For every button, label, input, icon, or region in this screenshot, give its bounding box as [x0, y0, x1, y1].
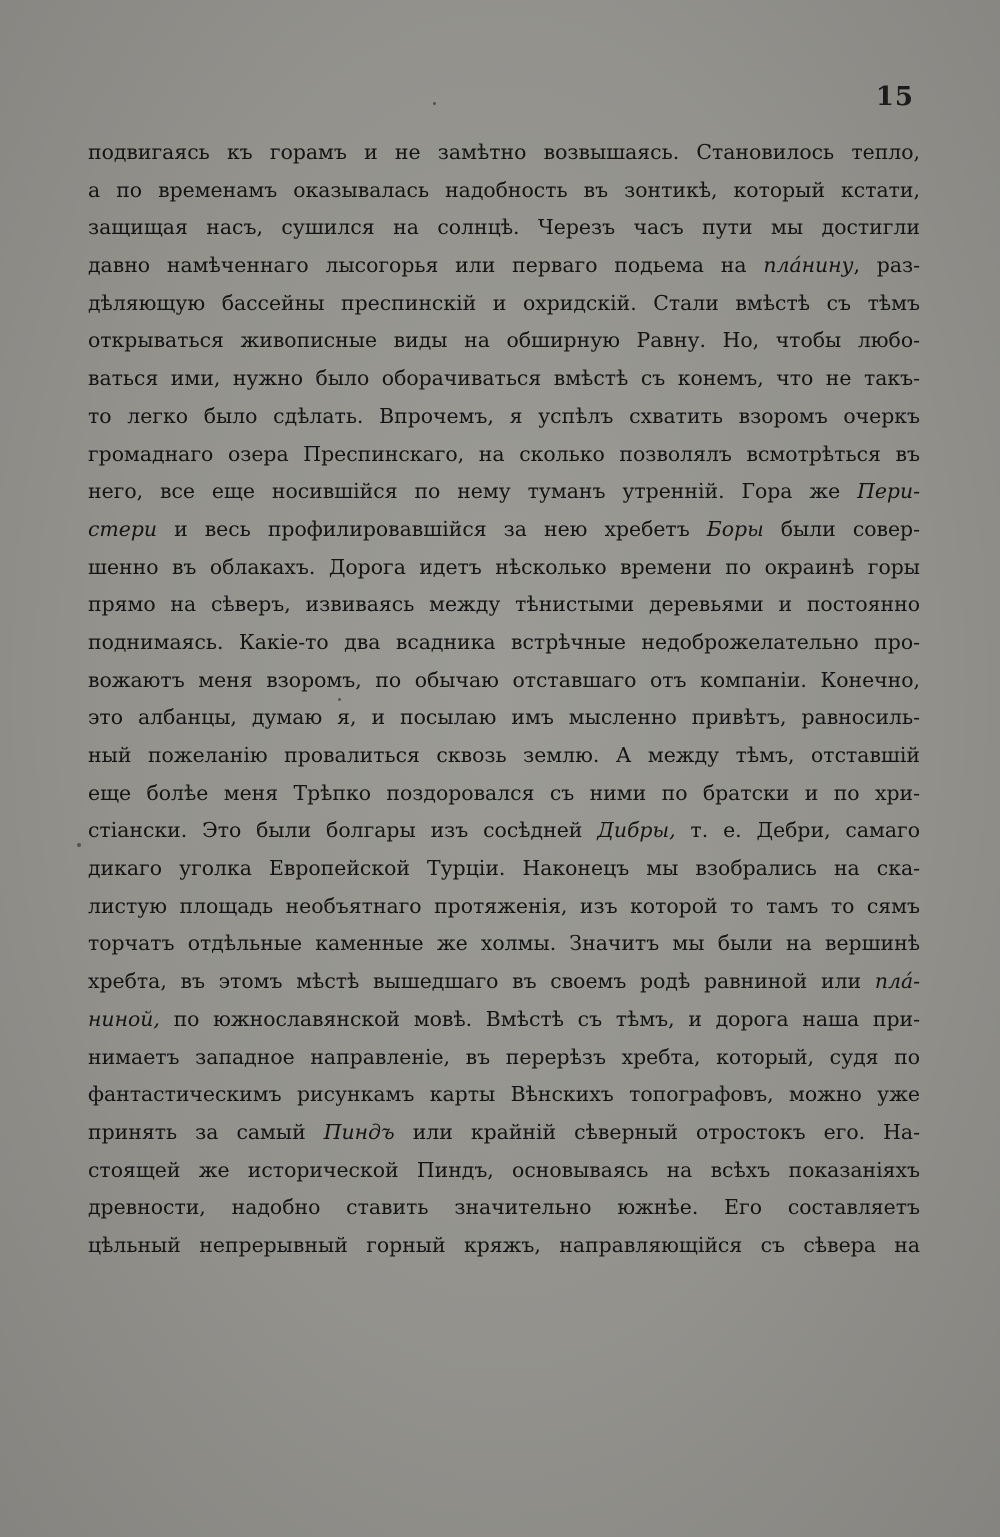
text-line: ный пожеланію провалиться сквозь землю. А между тѣмъ, отставшій [88, 743, 920, 767]
text-segment: и весь профилировавшійся за нею хребетъ [157, 516, 707, 541]
italic-term: стери [88, 516, 158, 541]
text-line: подвигаясь къ горамъ и не замѣтно возвышаясь. Становилось тепло, [88, 140, 920, 164]
italic-term: Дибры, [597, 818, 676, 843]
text-segment: принять за самый [88, 1119, 324, 1144]
text-line: нимаетъ западное направленіе, въ перерѣзъ хребта, который, судя по [88, 1044, 920, 1069]
text-segment: него, все еще носившійся по нему туманъ утренній. Гора же [88, 479, 858, 504]
italic-term: пла́- [874, 969, 920, 994]
text-line: вожаютъ меня взоромъ, по обычаю отставшаго отъ компаніи. Конечно, [88, 667, 920, 692]
text-line: это албанцы, думаю я, и посылаю имъ мысленно привѣтъ, равносиль- [88, 705, 920, 730]
text-line: торчатъ отдѣльные каменные же холмы. Значитъ мы были на вершинѣ [88, 931, 920, 956]
text-line: шенно въ облакахъ. Дорога идетъ нѣсколько времени по окраинѣ горы [88, 554, 920, 579]
text-line [88, 473, 920, 511]
text-line: то легко было сдѣлать. Впрочемъ, я успѣлъ схватить взоромъ очеркъ [88, 403, 920, 428]
text-line: ваться ими, нужно было оборачиваться вмѣстѣ съ конемъ, что не такъ- [88, 366, 920, 391]
text-segment: стіански. Это были болгары изъ сосѣдней [88, 818, 598, 843]
text-segment: хребта, въ этомъ мѣстѣ вышедшаго въ своемъ родѣ равниной или [88, 969, 875, 994]
text-line [88, 1001, 920, 1039]
text-segment: давно намѣченнаго лысогорья или перваго подьема на [88, 253, 764, 278]
text-segment: по южнославянской мовѣ. Вмѣстѣ съ тѣмъ, и дорога наша при- [159, 1006, 920, 1031]
text-line: а по временамъ оказывалась надобность въ зонтикѣ, который кстати, [88, 177, 920, 202]
print-speck [77, 843, 81, 847]
text-line: открываться живописные виды на обширную Равну. Но, чтобы любо- [88, 328, 920, 353]
text-line: древности, надобно ставить значительно южнѣе. Его составляетъ [88, 1195, 920, 1220]
text-line [88, 511, 920, 549]
print-speck [433, 102, 436, 105]
text-line [88, 963, 920, 1001]
page-number: 15 [875, 82, 914, 112]
italic-term: ниной, [88, 1006, 160, 1031]
text-line [88, 1114, 920, 1152]
text-line: фантастическимъ рисункамъ карты Вѣнскихъ топографовъ, можно уже [88, 1082, 920, 1107]
italic-term: Пиндъ [323, 1119, 395, 1144]
text-line: поднимаясь. Какіе-то два всадника встрѣчные недоброжелательно про- [88, 629, 920, 654]
text-segment: или крайній сѣверный отростокъ его. На- [394, 1119, 920, 1144]
text-line: дикаго уголка Европейской Турціи. Наконецъ мы взобрались на ска- [88, 856, 920, 881]
text-line: еще болѣе меня Трѣпко поздоровался съ ними по братски и по хри- [88, 780, 920, 805]
text-line: дѣляющую бассейны преспинскій и охридскій. Стали вмѣстѣ съ тѣмъ [88, 290, 920, 315]
text-line: прямо на сѣверъ, извиваясь между тѣнистыми деревьями и постоянно [88, 592, 920, 617]
text-segment: были совер- [763, 516, 921, 541]
text-line: громаднаго озера Преспинскаго, на сколько позволялъ всмотрѣться въ [88, 441, 920, 466]
body-text [88, 134, 920, 1265]
text-line [88, 247, 920, 285]
text-line: листую площадь необъятнаго протяженія, изъ которой то тамъ то сямъ [88, 893, 920, 918]
italic-term: Пери- [857, 479, 920, 504]
text-line [88, 812, 920, 850]
italic-term: пла́нину [763, 253, 854, 278]
text-segment: т. е. Дебри, самаго [675, 818, 920, 843]
italic-term: Боры [706, 516, 764, 541]
print-speck [338, 698, 341, 701]
text-segment: , раз- [853, 253, 920, 278]
text-line: цѣльный непрерывный горный кряжъ, направляющійся съ сѣвера на [88, 1232, 920, 1257]
text-line: стоящей же исторической Пиндъ, основываясь на всѣхъ показаніяхъ [88, 1157, 920, 1182]
text-line: защищая насъ, сушился на солнцѣ. Черезъ часъ пути мы достигли [88, 215, 920, 240]
